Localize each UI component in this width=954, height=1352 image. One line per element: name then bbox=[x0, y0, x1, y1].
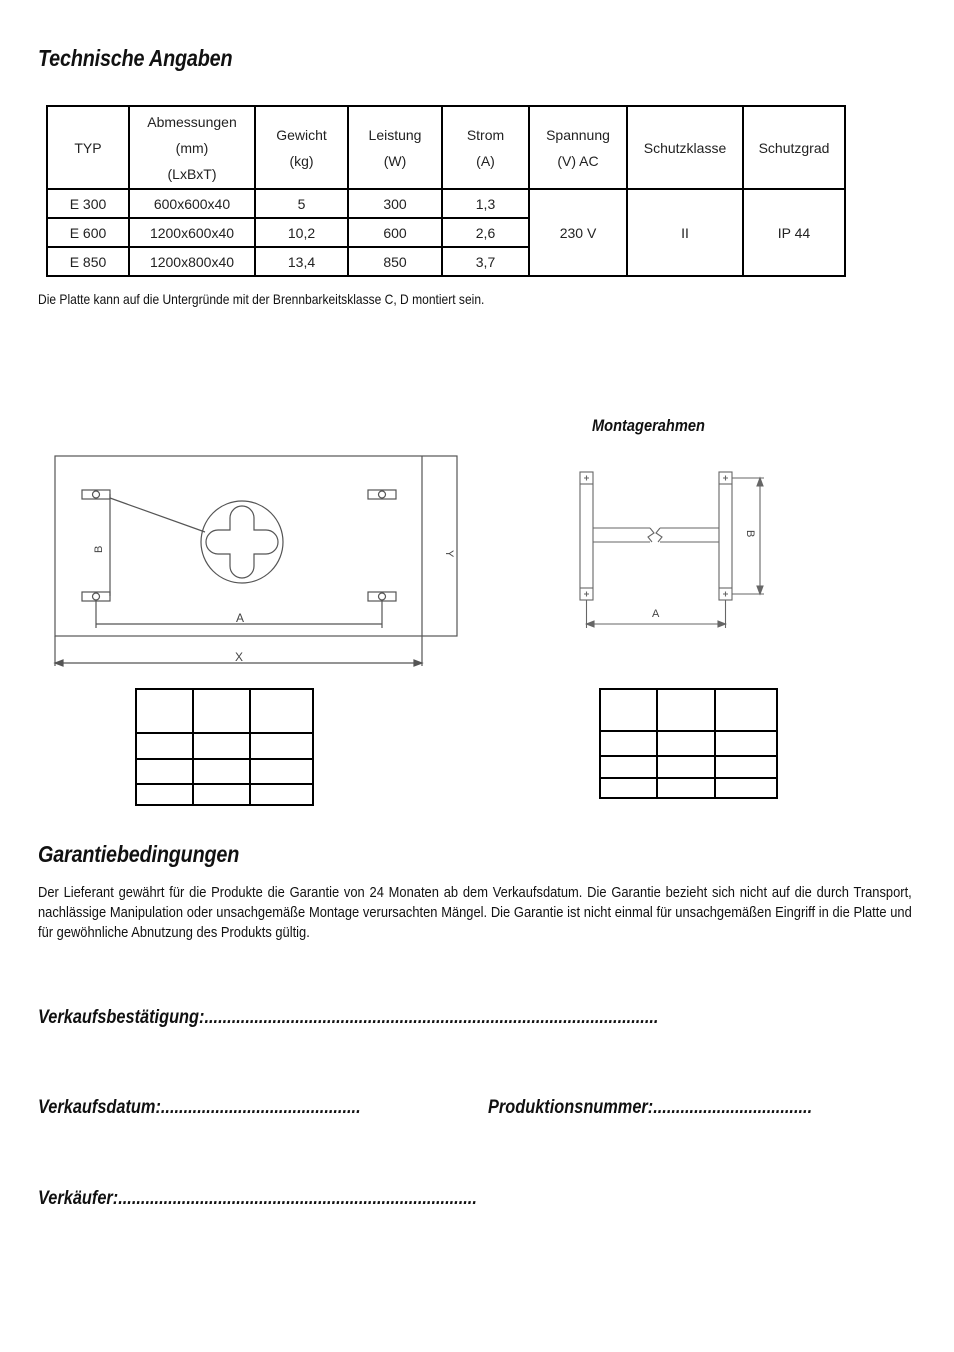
panel-outline bbox=[55, 456, 457, 636]
blank-dimension-table-frame bbox=[599, 688, 778, 799]
frame-caption: Montagerahmen bbox=[592, 416, 705, 435]
cell-dimensions: 600x600x40 bbox=[129, 189, 255, 218]
frame-drawing bbox=[570, 462, 780, 637]
arrow-head bbox=[587, 621, 595, 627]
table-row bbox=[47, 189, 845, 218]
mounting-bracket bbox=[82, 490, 110, 499]
frame-left-rail bbox=[580, 472, 593, 600]
cell-typ: E 300 bbox=[47, 189, 129, 218]
cell-dimensions: 1200x800x40 bbox=[129, 247, 255, 276]
header-typ: TYP bbox=[47, 106, 129, 189]
connection-cable bbox=[110, 498, 205, 532]
arrow-head bbox=[55, 660, 63, 666]
cell-current: 3,7 bbox=[442, 247, 529, 276]
spec-header-row bbox=[47, 106, 845, 189]
arrow-head bbox=[414, 660, 422, 666]
section-title-technical: Technische Angaben bbox=[38, 45, 233, 71]
section-title-warranty: Garantiebedingungen bbox=[38, 841, 240, 867]
terminal-circle bbox=[201, 501, 283, 583]
mounting-bracket bbox=[82, 592, 110, 601]
warranty-paragraph: Der Lieferant gewährt für die Produkte die Garantie von 24 Monaten ab dem Verkaufsdatum. Die Garantie bezieht sich nicht auf die durch Transport, nachlässige Manipulation oder unsachgemäße Montage verursachten Mängel. Die Garantie ist nicht einmal für unsachgemäßen Eingriff in die Platte und für gewöhnliche Abnutzung des Produkts gültig. bbox=[38, 884, 912, 941]
label-x: X bbox=[235, 650, 244, 664]
arrow-head bbox=[718, 621, 726, 627]
production-number-field[interactable]: Produktionsnummer:................................... bbox=[488, 1097, 813, 1118]
cell-typ: E 600 bbox=[47, 218, 129, 247]
seller-field[interactable]: Verkäufer:............................................................................... bbox=[38, 1188, 477, 1209]
frame-crossbar bbox=[593, 528, 719, 542]
header-voltage: Spannung (V) AC bbox=[529, 106, 627, 189]
sales-confirmation-field[interactable]: Verkaufsbestätigung:.................................................................................................... bbox=[38, 1007, 659, 1028]
header-protection-degree: Schutzgrad bbox=[743, 106, 845, 189]
panel-drawing bbox=[40, 448, 470, 673]
spec-table bbox=[46, 105, 846, 277]
cell-weight: 13,4 bbox=[255, 247, 348, 276]
label-a: A bbox=[236, 611, 245, 625]
cell-power: 300 bbox=[348, 189, 442, 218]
cell-current: 2,6 bbox=[442, 218, 529, 247]
cell-power: 600 bbox=[348, 218, 442, 247]
header-current: Strom (A) bbox=[442, 106, 529, 189]
arrow-head bbox=[757, 478, 763, 486]
header-weight: Gewicht (kg) bbox=[255, 106, 348, 189]
terminal-cross-shape bbox=[206, 506, 278, 578]
header-dimensions: Abmessungen (mm) (LxBxT) bbox=[129, 106, 255, 189]
cell-voltage: 230 V bbox=[529, 189, 627, 276]
cell-weight: 10,2 bbox=[255, 218, 348, 247]
arrow-head bbox=[757, 586, 763, 594]
blank-dimension-table-panel bbox=[135, 688, 314, 806]
mounting-bracket bbox=[368, 592, 396, 601]
cell-typ: E 850 bbox=[47, 247, 129, 276]
cell-current: 1,3 bbox=[442, 189, 529, 218]
header-power: Leistung (W) bbox=[348, 106, 442, 189]
frame-right-rail bbox=[719, 472, 732, 600]
screw-icon bbox=[584, 476, 728, 597]
label-a: A bbox=[652, 608, 660, 620]
cell-weight: 5 bbox=[255, 189, 348, 218]
header-protection-class: Schutzklasse bbox=[627, 106, 743, 189]
cell-protection-degree: IP 44 bbox=[743, 189, 845, 276]
mounting-bracket bbox=[368, 490, 396, 499]
cell-power: 850 bbox=[348, 247, 442, 276]
substrate-note: Die Platte kann auf die Untergründe mit der Brennbarkeitsklasse C, D montiert sein. bbox=[38, 291, 485, 307]
label-b: B bbox=[93, 545, 105, 553]
cell-protection-class: II bbox=[627, 189, 743, 276]
sales-date-field[interactable]: Verkaufsdatum:............................................ bbox=[38, 1097, 361, 1118]
label-y: Y bbox=[443, 550, 455, 558]
label-b: B bbox=[744, 530, 756, 538]
cell-dimensions: 1200x600x40 bbox=[129, 218, 255, 247]
